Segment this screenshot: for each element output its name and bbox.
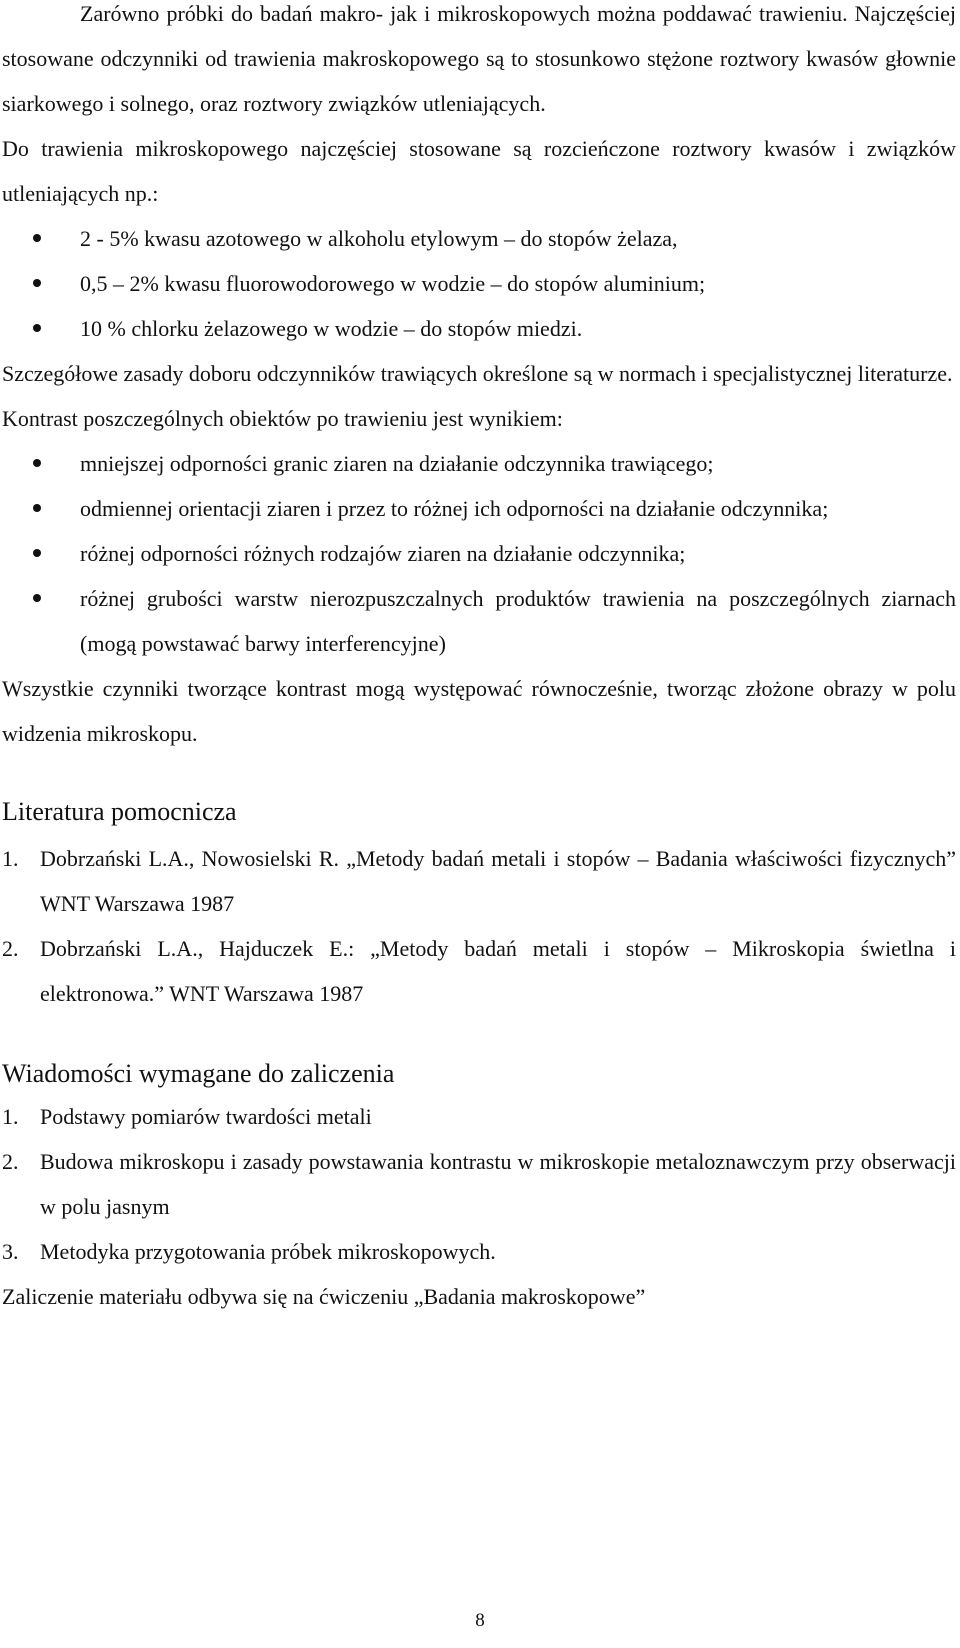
list-item-text: Podstawy pomiarów twardości metali	[40, 1104, 372, 1129]
list-item	[2, 486, 956, 531]
requirements-list	[2, 1094, 956, 1274]
list-number: 2.	[2, 1149, 19, 1174]
list-item-text: odmiennej orientacji ziaren i przez to różnej ich odporności na działanie odczynnika;	[80, 496, 829, 521]
page-number: 8	[475, 1610, 485, 1631]
list-item	[2, 306, 956, 351]
standards-paragraph: Szczegółowe zasady doboru odczynników trawiących określone są w normach i specjalistycznej literaturze.	[2, 361, 953, 386]
literature-list	[2, 836, 956, 1016]
bullet-icon	[33, 549, 41, 557]
list-item-text: mniejszej odporności granic ziaren na działanie odczynnika trawiącego;	[80, 451, 714, 476]
summary-paragraph: Wszystkie czynniki tworzące kontrast mogą występować równocześnie, tworząc złożone obrazy w polu widzenia mikroskopu.	[2, 676, 956, 746]
bullet-icon	[33, 594, 41, 602]
list-item-text: Dobrzański L.A., Hajduczek E.: „Metody badań metali i stopów – Mikroskopia świetlna i elektronowa.” WNT Warszawa 1987	[40, 936, 956, 1006]
intro-paragraph: Zarówno próbki do badań makro- jak i mikroskopowych można poddawać trawieniu. Najczęściej stosowane odczynniki od trawienia makroskopowego są to stosunkowo stężone roztwory kwasów głownie siarkowego i solnego, oraz roztwory związków utleniających.	[2, 1, 956, 116]
list-item	[2, 261, 956, 306]
reagent-list	[2, 216, 956, 351]
bullet-icon	[33, 324, 41, 332]
list-item-text: 10 % chlorku żelazowego w wodzie – do stopów miedzi.	[80, 316, 583, 341]
list-item	[2, 1229, 956, 1274]
requirements-heading: Wiadomości wymagane do zaliczenia	[2, 1059, 395, 1088]
list-item	[2, 576, 956, 666]
bullet-icon	[33, 279, 41, 287]
list-number: 2.	[2, 936, 19, 961]
literature-heading: Literatura pomocnicza	[2, 797, 237, 826]
list-item	[2, 441, 956, 486]
list-item	[2, 1094, 956, 1139]
list-item-text: różnej odporności różnych rodzajów ziaren na działanie odczynnika;	[80, 541, 686, 566]
bullet-icon	[33, 234, 41, 242]
list-item-text: Budowa mikroskopu i zasady powstawania kontrastu w mikroskopie metaloznawczym przy obserwacji w polu jasnym	[40, 1149, 956, 1219]
list-item-text: Metodyka przygotowania próbek mikroskopowych.	[40, 1239, 496, 1264]
list-item	[2, 531, 956, 576]
list-item-text: 0,5 – 2% kwasu fluorowodorowego w wodzie – do stopów aluminium;	[80, 271, 706, 296]
list-number: 3.	[2, 1239, 19, 1264]
contrast-causes-list	[2, 441, 956, 666]
list-item-text: 2 - 5% kwasu azotowego w alkoholu etylowym – do stopów żelaza,	[80, 226, 678, 251]
list-item-text: różnej grubości warstw nierozpuszczalnych produktów trawienia na poszczególnych ziarnach (mogą powstawać barwy interferencyjne)	[80, 586, 956, 656]
document-body	[2, 0, 956, 1319]
contrast-paragraph: Kontrast poszczególnych obiektów po trawieniu jest wynikiem:	[2, 406, 563, 431]
list-item	[2, 216, 956, 261]
list-item-text: Dobrzański L.A., Nowosielski R. „Metody badań metali i stopów – Badania właściwości fizycznych” WNT Warszawa 1987	[40, 846, 956, 916]
list-number: 1.	[2, 846, 19, 871]
list-item	[2, 1139, 956, 1229]
microscopic-etching-paragraph: Do trawienia mikroskopowego najczęściej stosowane są rozcieńczone roztwory kwasów i związków utleniających np.:	[2, 136, 956, 206]
list-item	[2, 926, 956, 1016]
bullet-icon	[33, 459, 41, 467]
closing-statement: Zaliczenie materiału odbywa się na ćwiczeniu „Badania makroskopowe”	[2, 1284, 646, 1309]
bullet-icon	[33, 504, 41, 512]
list-number: 1.	[2, 1104, 19, 1129]
list-item	[2, 836, 956, 926]
